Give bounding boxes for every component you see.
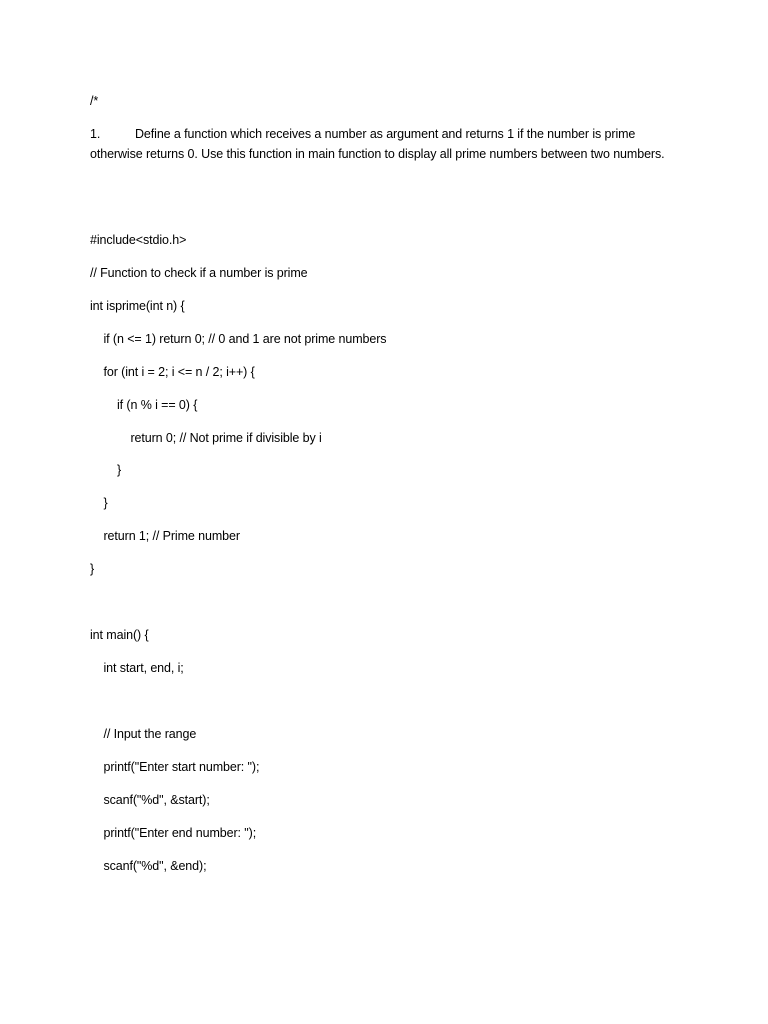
comment-open: /* bbox=[90, 94, 99, 108]
code-line-return-0: return 0; // Not prime if divisible by i bbox=[90, 431, 322, 445]
code-line-declarations: int start, end, i; bbox=[90, 661, 184, 675]
code-line-close-for: } bbox=[90, 496, 108, 510]
code-line-comment-function: // Function to check if a number is prime bbox=[90, 266, 308, 280]
code-line-if-divisible: if (n % i == 0) { bbox=[90, 398, 198, 412]
code-line-printf-start: printf("Enter start number: "); bbox=[90, 760, 260, 774]
question-number: 1. bbox=[90, 127, 101, 141]
code-line-comment-input: // Input the range bbox=[90, 727, 197, 741]
code-line-if-n-le-1: if (n <= 1) return 0; // 0 and 1 are not prime numbers bbox=[90, 332, 387, 346]
code-line-include: #include<stdio.h> bbox=[90, 233, 187, 247]
code-line-return-1: return 1; // Prime number bbox=[90, 529, 240, 543]
question-paragraph bbox=[90, 124, 670, 164]
code-line-printf-end: printf("Enter end number: "); bbox=[90, 826, 257, 840]
code-line-scanf-end: scanf("%d", &end); bbox=[90, 859, 207, 873]
code-line-scanf-start: scanf("%d", &start); bbox=[90, 793, 210, 807]
code-line-close-if: } bbox=[90, 463, 122, 477]
question-text: Define a function which receives a number as argument and returns 1 if the number is prime otherwise returns 0. Use this function in main function to display all prime numbers between two numbers. bbox=[90, 127, 665, 161]
code-line-for-loop: for (int i = 2; i <= n / 2; i++) { bbox=[90, 365, 255, 379]
code-line-close-isprime: } bbox=[90, 562, 95, 576]
code-line-main-signature: int main() { bbox=[90, 628, 149, 642]
code-line-isprime-signature: int isprime(int n) { bbox=[90, 299, 185, 313]
